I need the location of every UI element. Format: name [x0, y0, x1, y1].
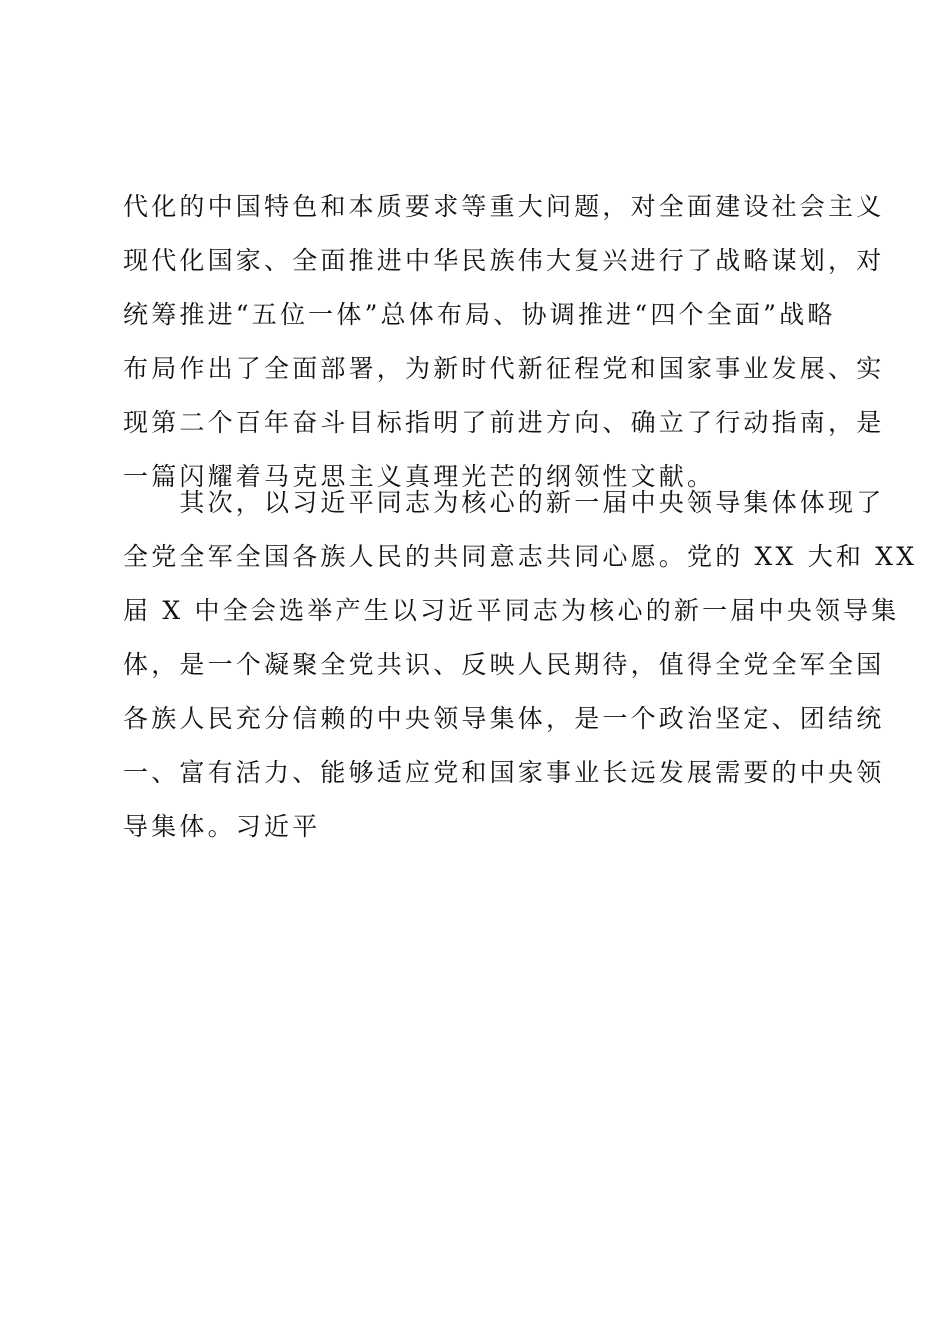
paragraph-line: 一、富有活力、能够适应党和国家事业长远发展需要的中央领: [123, 758, 885, 787]
paragraph-line: 现第二个百年奋斗目标指明了前进方向、确立了行动指南，是: [123, 408, 885, 437]
paragraph-line: 届 X 中全会选举产生以习近平同志为核心的新一届中央领导集: [123, 596, 900, 625]
paragraph-line: 体，是一个凝聚全党共识、反映人民期待，值得全党全军全国: [123, 650, 885, 679]
paragraph-line: 代化的中国特色和本质要求等重大问题，对全面建设社会主义: [123, 192, 885, 221]
paragraph-line: 全党全军全国各族人民的共同意志共同心愿。党的 XX 大和 XX: [123, 542, 918, 571]
paragraph-line: 一篇闪耀着马克思主义真理光芒的纲领性文献。: [123, 462, 716, 491]
paragraph-line: 各族人民充分信赖的中央领导集体，是一个政治坚定、团结统: [123, 704, 885, 733]
paragraph-1: [123, 180, 885, 504]
paragraph-line: 统筹推进“五位一体”总体布局、协调推进“四个全面”战略: [123, 300, 836, 329]
paragraph-2: [123, 476, 918, 854]
paragraph-line: 布局作出了全面部署，为新时代新征程党和国家事业发展、实: [123, 354, 885, 383]
paragraph-line: 其次，以习近平同志为核心的新一届中央领导集体体现了: [123, 488, 885, 517]
paragraph-line: 现代化国家、全面推进中华民族伟大复兴进行了战略谋划，对: [123, 246, 885, 275]
paragraph-line: 导集体。习近平: [123, 812, 321, 841]
